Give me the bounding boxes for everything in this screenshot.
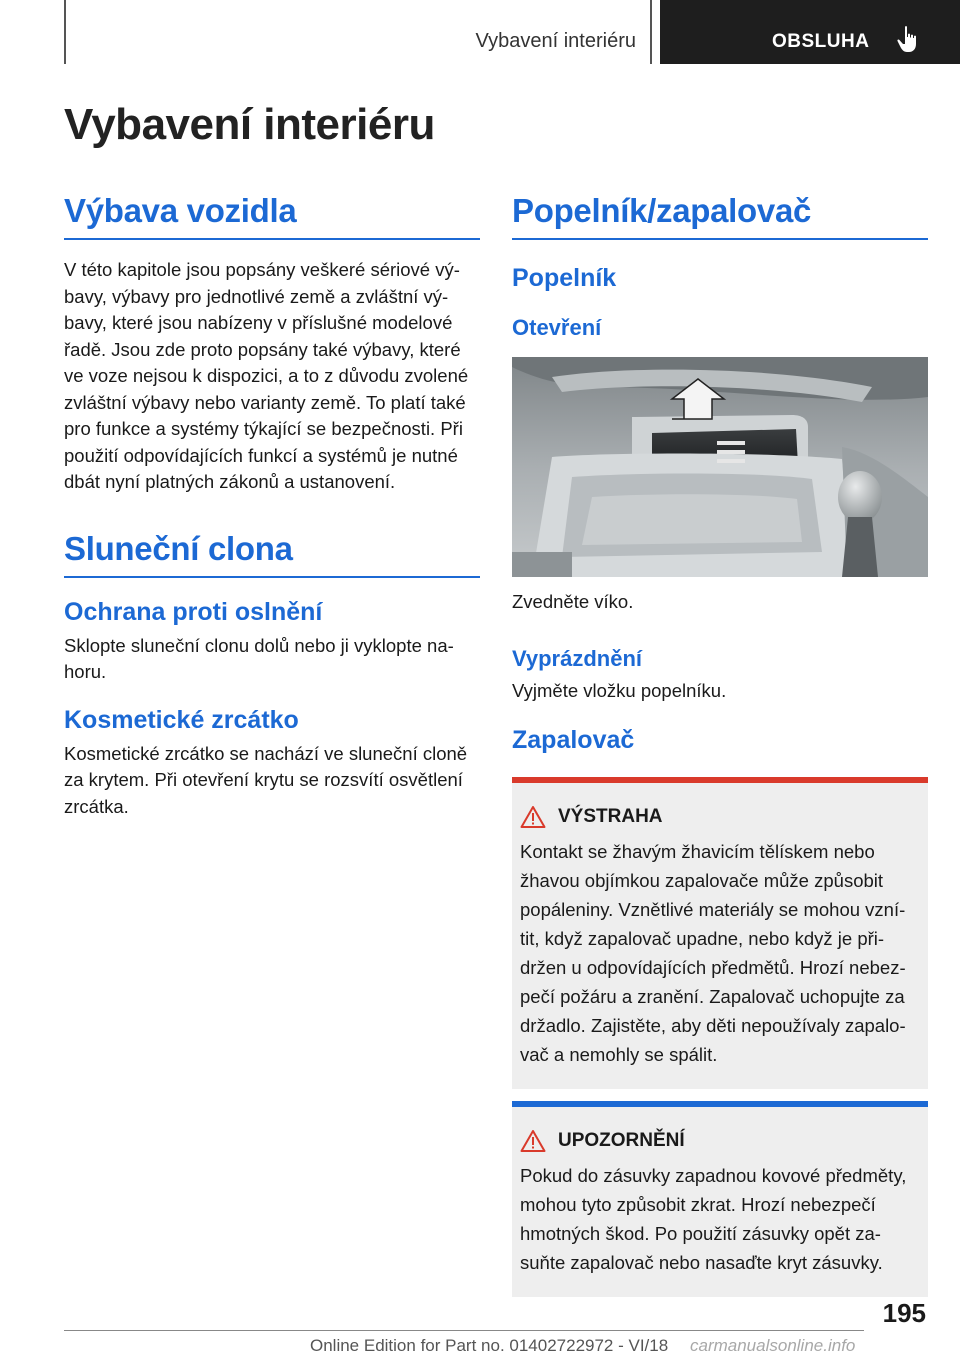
notice-text: Pokud do zásuvky zapadnou kovové předměty, mohou tyto způsobit zkrat. Hrozí nebezpečí hmotných škod. Po použití zásuvky opět za-suňte zapalovač nebo nasaďte kryt zásuvky. xyxy=(520,1165,907,1273)
footer-watermark: carmanualsonline.info xyxy=(690,1336,856,1355)
left-column xyxy=(64,192,480,820)
paragraph-ochrana-proti-oslneni: Sklopte sluneční clonu dolů nebo ji vyklopte na-horu. xyxy=(64,634,454,682)
footer-divider xyxy=(64,1330,864,1331)
heading-ochrana-proti-oslneni: Ochrana proti oslnění xyxy=(64,597,323,626)
ashtray-photo xyxy=(512,357,928,577)
paragraph-vyprazdneni: Vyjměte vložku popelníku. xyxy=(512,679,727,701)
footer-edition: Online Edition for Part no. 01402722972 - VI/18 xyxy=(310,1336,669,1355)
page-title: Vybavení interiéru xyxy=(64,100,435,149)
notice-triangle-icon xyxy=(520,1129,546,1153)
heading-popelnik: Popelník xyxy=(512,264,617,292)
notice-title: UPOZORNĚNÍ xyxy=(558,1130,685,1151)
right-column xyxy=(512,192,928,1297)
paragraph-otevreni: Zvedněte víko. xyxy=(512,591,634,612)
paragraph-kosmeticke-zrcatko: Kosmetické zrcátko se nachází ve sluneční cloně za krytem. Při otevření krytu se rozsvítí osvětlení zrcátka. xyxy=(64,742,468,817)
heading-slunecni-clona: Sluneční clona xyxy=(64,530,480,578)
warning-text: Kontakt se žhavým žhavicím tělískem nebo žhavou objímkou zapalovače může způsobit popáleniny. Vznětlivé materiály se mohou vzní-tit, když zapalovač upadne, nebo když je při-držen u odpovídajících předmětů. Hrozí nebez-pečí požáru a zranění. Zapalovač uchopujte za držadlo. Zajistěte, aby děti nepoužívaly zapalo-vač a nemohly se spálit. xyxy=(520,841,906,1065)
heading-otevreni: Otevření xyxy=(512,315,602,340)
header-section-tab xyxy=(64,0,652,64)
paragraph-vybava-vozidla: V této kapitole jsou popsány veškeré sériové vý-bavy, výbavy pro jednotlivé země a zvláštní vý-bavy, které jsou nabízeny v příslušné modelové řadě. Jsou zde proto popsány také výbavy, které ve voze nejsou k dispozici, a to z důvodu zvolené zvláštní výbavy nebo varianty země. To platí také pro funkce a systémy týkající se bezpečnosti. Při použití odpovídajících funkcí a systémů je nutné dbát nyní platných zákonů a ustanovení. xyxy=(64,259,469,492)
pointing-hand-icon xyxy=(896,25,920,53)
heading-vybava-vozidla: Výbava vozidla xyxy=(64,192,480,240)
heading-popelnik-zapalovac: Popelník/zapalovač xyxy=(512,192,928,240)
warning-title: VÝSTRAHA xyxy=(558,806,663,827)
notice-box xyxy=(512,1101,928,1297)
heading-vyprazdneni: Vyprázdnění xyxy=(512,645,642,671)
heading-kosmeticke-zrcatko: Kosmetické zrcátko xyxy=(64,705,299,734)
header-section-title: Vybavení interiéru xyxy=(475,30,636,52)
header-chapter-title: OBSLUHA xyxy=(772,31,870,52)
header-chapter-tab xyxy=(660,0,960,64)
heading-zapalovac: Zapalovač xyxy=(512,726,635,754)
page-number: 195 xyxy=(882,1298,926,1328)
ashtray-illustration xyxy=(512,357,928,577)
warning-triangle-icon xyxy=(520,805,546,829)
warning-box xyxy=(512,777,928,1089)
